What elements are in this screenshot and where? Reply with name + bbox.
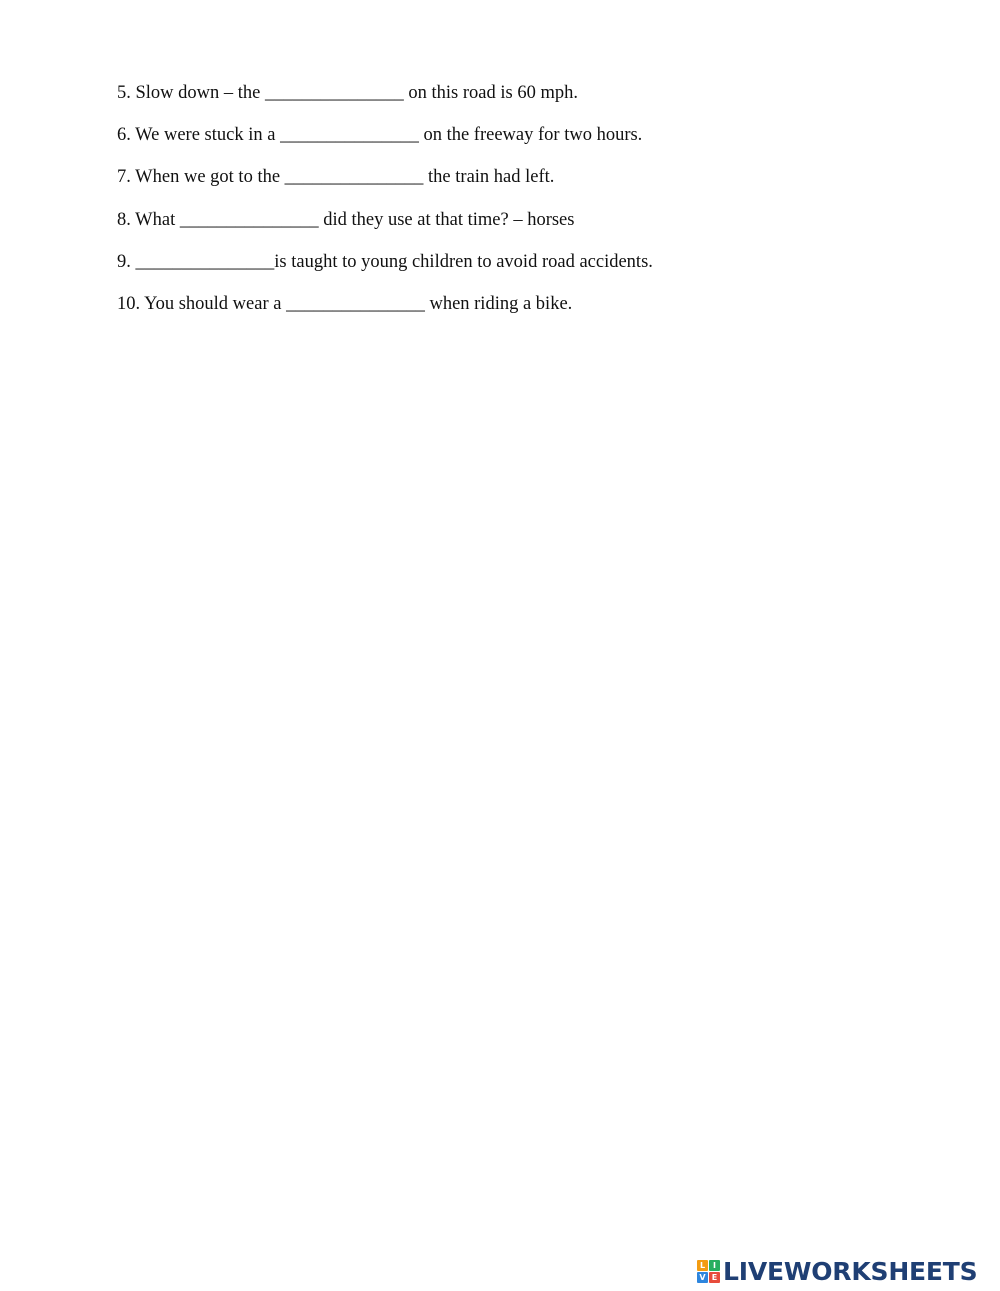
logo-block-v: V — [697, 1272, 708, 1283]
logo-block-l: L — [697, 1260, 708, 1271]
question-text: is taught to young children to avoid road accidents. — [274, 251, 653, 272]
question-9 — [117, 249, 937, 275]
question-text: when riding a bike. — [424, 293, 573, 314]
question-text: on the freeway for two hours. — [418, 125, 643, 146]
question-5 — [117, 80, 937, 106]
answer-blank[interactable]: _______________ — [280, 125, 419, 146]
question-text: the train had left. — [423, 167, 555, 188]
logo-text: LIVEWORKSHEETS — [723, 1256, 978, 1286]
logo-block-e: E — [709, 1272, 720, 1283]
answer-blank[interactable]: _______________ — [284, 167, 424, 188]
logo-blocks-icon — [697, 1260, 720, 1283]
question-10 — [117, 291, 937, 317]
question-7 — [117, 164, 937, 190]
answer-blank[interactable]: _______________ — [286, 293, 425, 314]
question-text: did they use at that time? – horses — [318, 209, 575, 230]
answer-blank[interactable]: _______________ — [265, 83, 404, 103]
question-text: 7. When we got to the — [117, 167, 285, 188]
liveworksheets-logo — [697, 1256, 977, 1286]
worksheet — [117, 80, 937, 333]
question-text: 9. — [117, 251, 136, 272]
logo-block-i: I — [709, 1260, 720, 1271]
question-text: 8. What — [117, 209, 180, 230]
question-6 — [117, 122, 937, 148]
question-text: 10. You should wear a — [117, 293, 287, 314]
answer-blank[interactable]: _______________ — [135, 251, 275, 272]
question-text: 5. Slow down – the — [117, 83, 265, 103]
question-8 — [117, 207, 937, 233]
question-text: 6. We were stuck in a — [117, 125, 281, 146]
question-text: on this road is 60 mph. — [403, 83, 578, 103]
answer-blank[interactable]: _______________ — [179, 209, 319, 230]
